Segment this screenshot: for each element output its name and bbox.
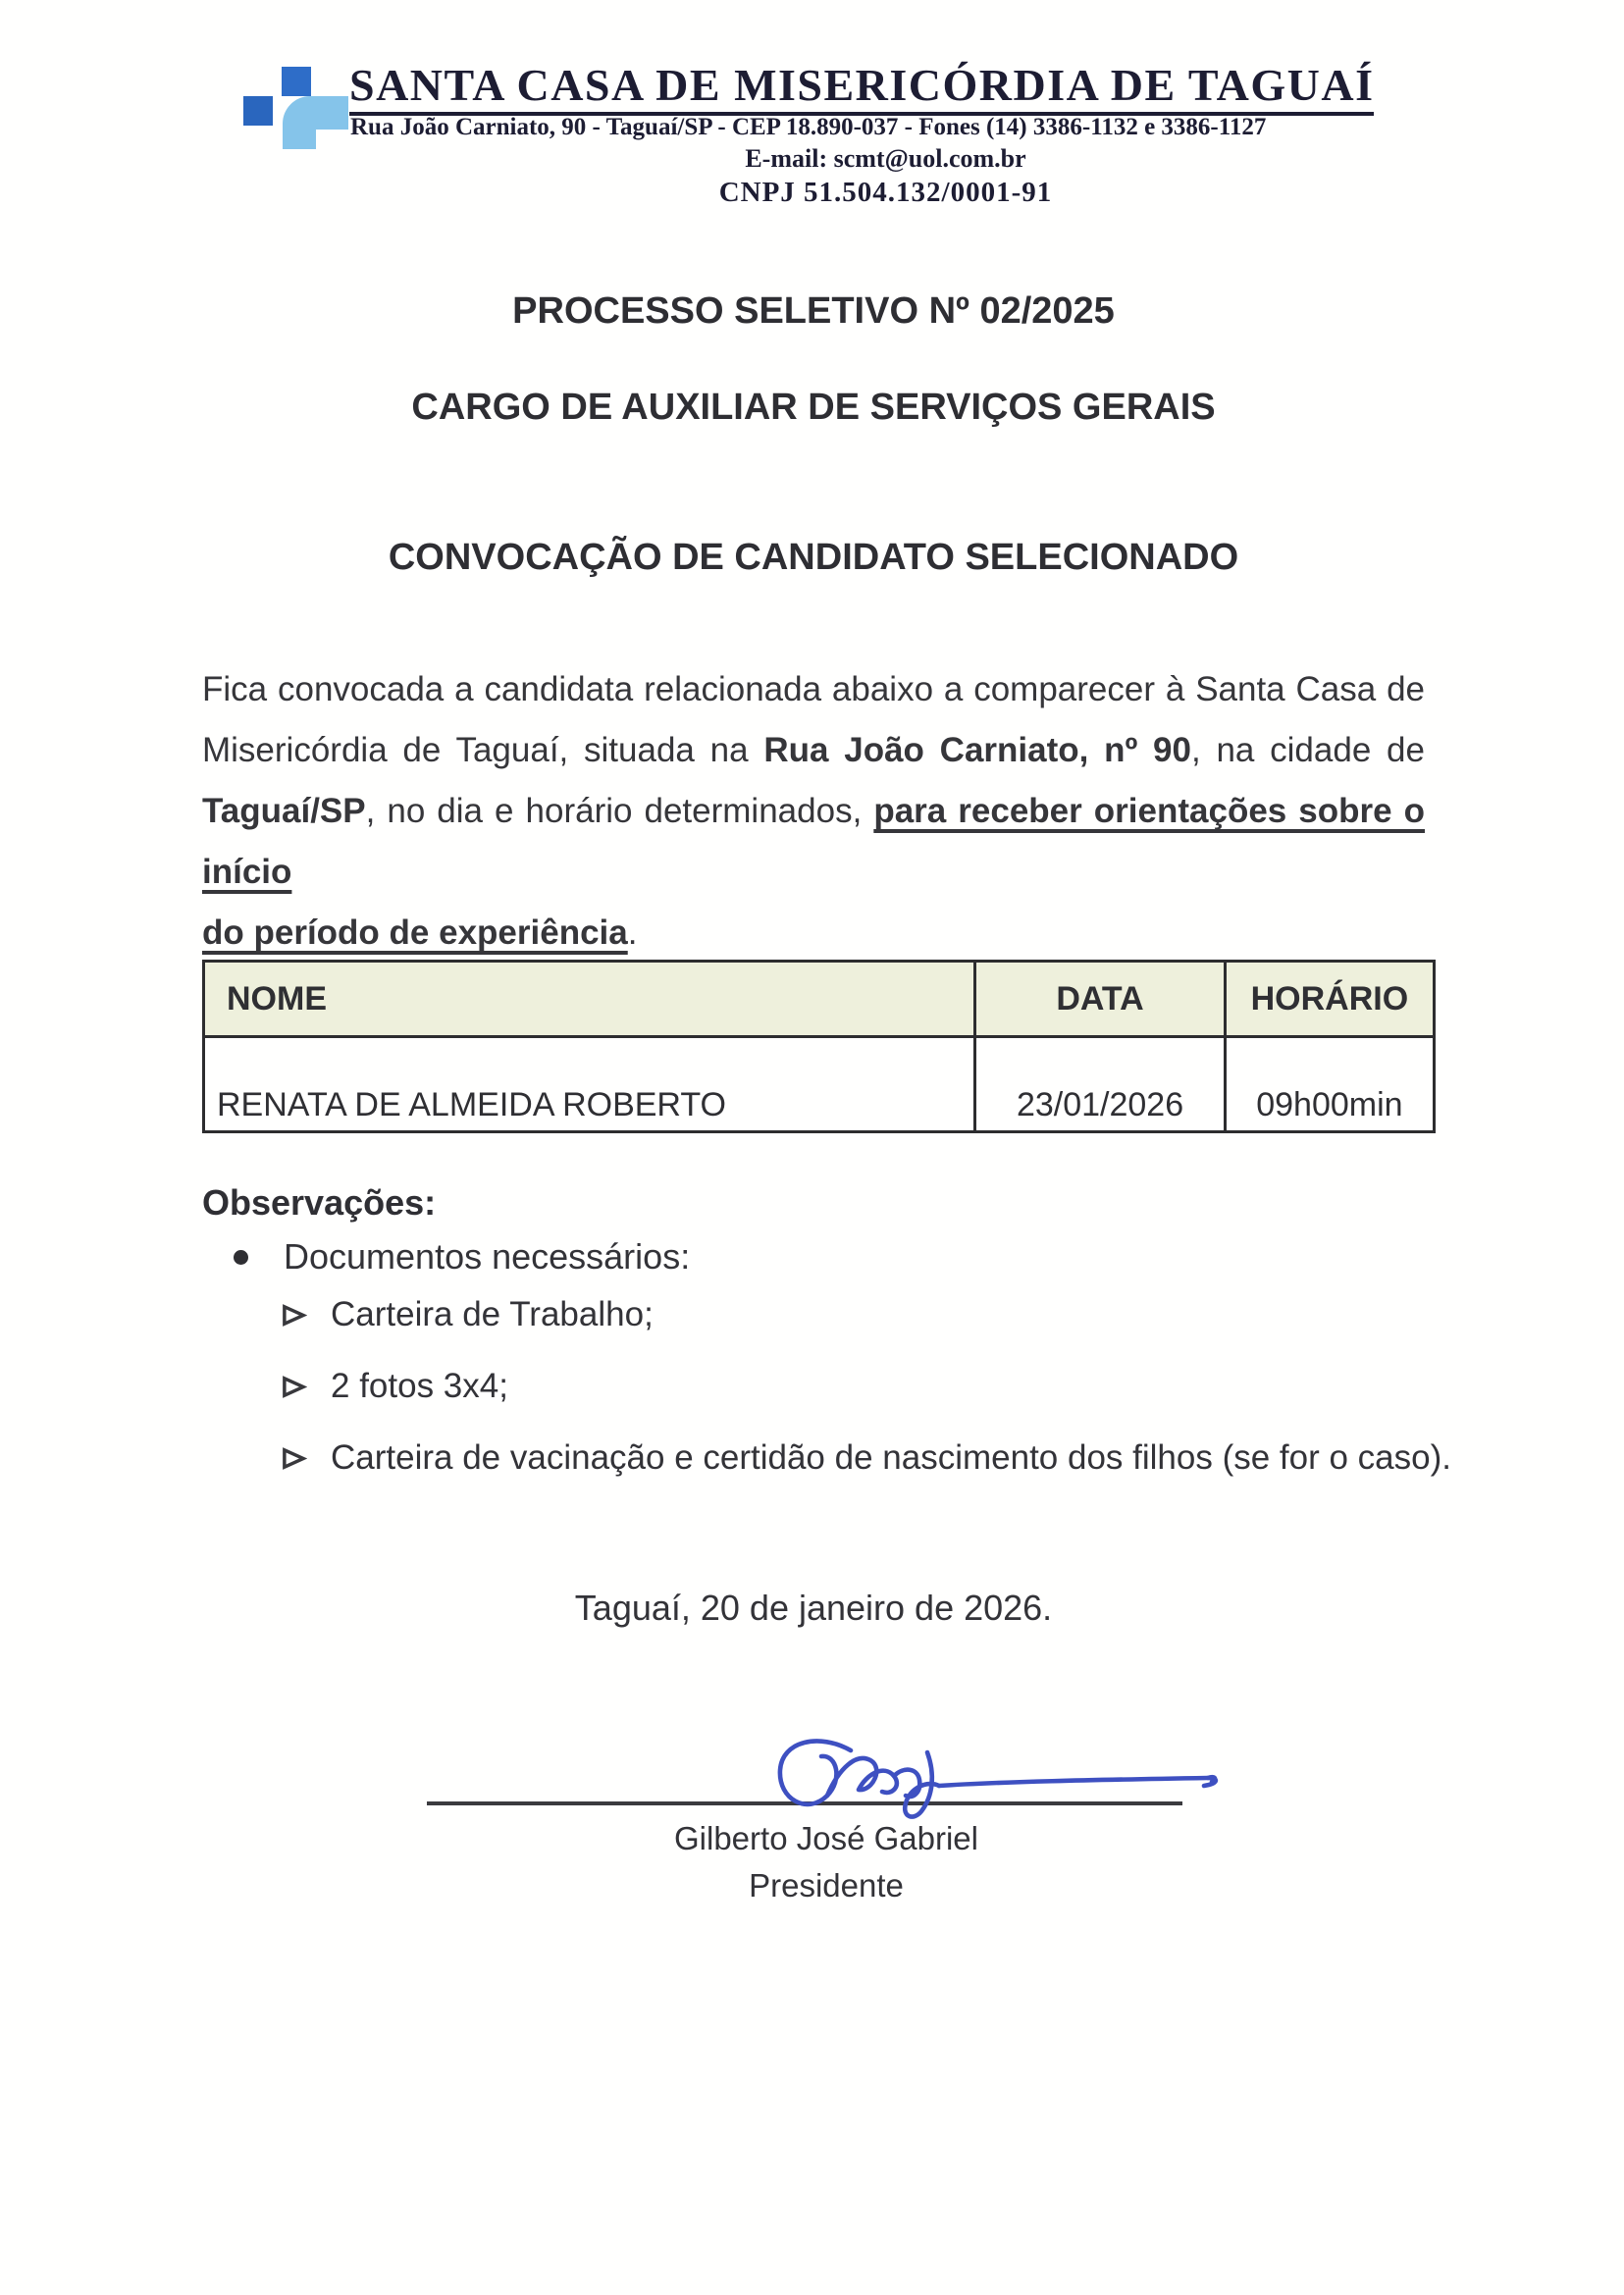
heading-position: CARGO DE AUXILIAR DE SERVIÇOS GERAIS <box>411 387 1216 428</box>
paragraph-text-bold-underline: para receber orientações sobre o início <box>202 792 1425 891</box>
heading-call: CONVOCAÇÃO DE CANDIDATO SELECIONADO <box>388 537 1239 578</box>
paragraph-line <box>202 781 1425 903</box>
table-row <box>204 1037 1435 1132</box>
paragraph-text-bold: Taguaí/SP <box>202 792 366 830</box>
list-item <box>281 1295 654 1334</box>
observations-title: Observações: <box>202 1182 437 1223</box>
list-item-label: Carteira de Trabalho; <box>331 1295 654 1333</box>
paragraph-text-bold: Rua João Carniato, nº 90 <box>763 731 1191 769</box>
list-item <box>234 1236 690 1278</box>
cell-nome: RENATA DE ALMEIDA ROBERTO <box>204 1037 975 1132</box>
paragraph-line <box>202 720 1425 781</box>
right-arrowhead-bullet-icon <box>281 1445 307 1472</box>
list-item-label: Documentos necessários: <box>284 1236 691 1277</box>
paragraph-line <box>202 659 1425 720</box>
signer-name: Gilberto José Gabriel <box>674 1820 978 1856</box>
org-name: SANTA CASA DE MISERICÓRDIA DE TAGUAÍ <box>349 63 1374 116</box>
org-cnpj: CNPJ 51.504.132/0001-91 <box>718 177 1053 208</box>
list-item <box>281 1438 1451 1478</box>
table-header-row <box>204 962 1435 1037</box>
org-address: Rua João Carniato, 90 - Taguaí/SP - CEP 18.890-037 - Fones (14) 3386-1132 e 3386-1127 <box>350 114 1267 140</box>
signer-title: Presidente <box>749 1867 904 1904</box>
paragraph-text-bold-underline: do período de experiência <box>202 913 628 952</box>
paragraph-text: . <box>627 913 638 952</box>
cell-data: 23/01/2026 <box>975 1037 1226 1132</box>
filled-circle-bullet-icon <box>234 1250 248 1265</box>
schedule-table <box>202 960 1436 1133</box>
convocation-paragraph <box>202 659 1425 964</box>
column-header-horario: HORÁRIO <box>1225 962 1434 1037</box>
column-header-data: DATA <box>975 962 1226 1037</box>
blue-cross-logo-icon <box>243 67 348 149</box>
right-arrowhead-bullet-icon <box>281 1302 307 1329</box>
paragraph-text: Fica convocada a candidata relacionada abaixo a comparecer à Santa Casa de <box>202 670 1425 708</box>
column-header-nome: NOME <box>204 962 975 1037</box>
heading-process: PROCESSO SELETIVO Nº 02/2025 <box>512 290 1115 332</box>
paragraph-text: , na cidade de <box>1190 731 1425 769</box>
paragraph-text: Misericórdia de Taguaí, situada na <box>202 731 764 769</box>
list-item-label: Carteira de vacinação e certidão de nascimento dos filhos (se for o caso). <box>331 1438 1451 1477</box>
cell-horario: 09h00min <box>1225 1037 1434 1132</box>
paragraph-text: , no dia e horário determinados, <box>365 792 874 830</box>
list-item-label: 2 fotos 3x4; <box>331 1367 508 1405</box>
handwritten-signature <box>682 1735 1231 1825</box>
org-email: E-mail: scmt@uol.com.br <box>745 144 1026 173</box>
list-item <box>281 1367 508 1406</box>
right-arrowhead-bullet-icon <box>281 1374 307 1400</box>
date-line: Taguaí, 20 de janeiro de 2026. <box>574 1588 1053 1628</box>
paragraph-line <box>202 903 1425 964</box>
